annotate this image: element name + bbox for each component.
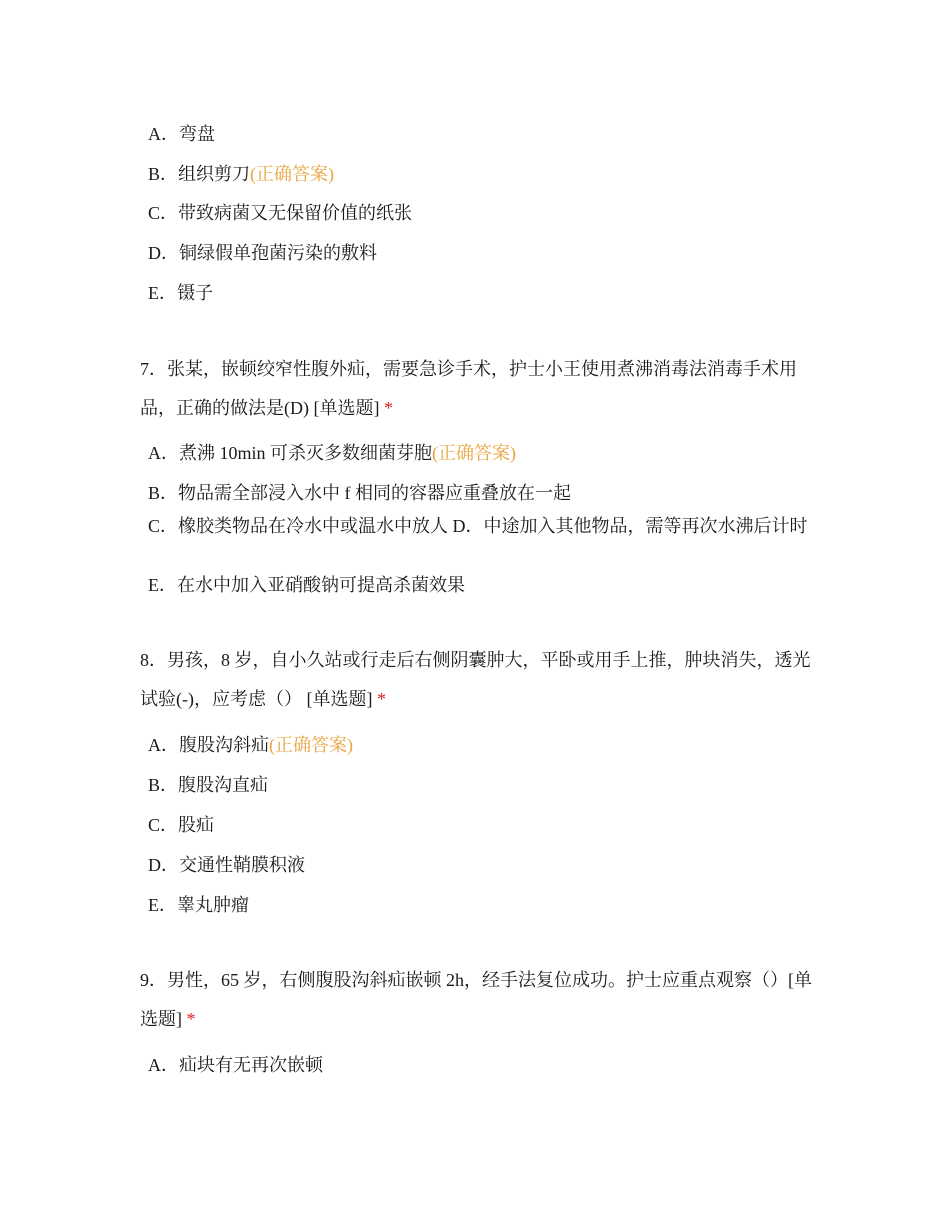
q8-option-c <box>148 813 214 837</box>
q8-stem <box>140 641 820 719</box>
option-text: C．带致病菌又无保留价值的纸张 <box>148 203 413 223</box>
q8-option-e <box>148 893 249 917</box>
q7-option-e <box>148 573 465 597</box>
option-text: E．在水中加入亚硝酸钠可提高杀菌效果 <box>148 575 465 595</box>
question-text: 9．男性，65 岁，右侧腹股沟斜疝嵌顿 2h，经手法复位成功。护士应重点观察（）[单选题] <box>140 970 812 1029</box>
question-text: 8．男孩，8 岁，自小久站或行走后右侧阴囊肿大，平卧或用手上推，肿块消失，透光试验(-)，应考虑（） [单选题] <box>140 650 811 709</box>
q7-option-c <box>148 514 808 539</box>
q8-option-b <box>148 773 268 797</box>
required-star: * <box>376 689 386 709</box>
option-text: C．橡胶类物品在冷水中或温水中放人 D．中途加入其他物品，需等再次水沸后计时 <box>148 516 808 536</box>
correct-answer-tag: (正确答案) <box>250 164 335 184</box>
q6-option-b <box>148 162 334 186</box>
option-text: A．腹股沟斜疝 <box>148 735 269 755</box>
q9-option-a <box>148 1053 323 1077</box>
option-text: A．煮沸 10min 可杀灭多数细菌芽胞 <box>148 443 432 463</box>
q6-option-a <box>148 122 215 146</box>
question-text: 7．张某，嵌顿绞窄性腹外疝，需要急诊手术，护士小王使用煮沸消毒法消毒手术用品，正确的做法是(D) [单选题] <box>140 359 797 418</box>
option-text: B．物品需全部浸入水中 f 相同的容器应重叠放在一起 <box>148 483 571 503</box>
q6-option-d <box>148 241 377 265</box>
correct-answer-tag: (正确答案) <box>432 443 516 463</box>
q7-stem <box>140 350 820 428</box>
q6-option-e <box>148 281 213 305</box>
q6-option-c <box>148 201 412 225</box>
option-text: A．弯盘 <box>148 124 215 144</box>
q8-option-d <box>148 853 305 877</box>
option-text: D．交通性鞘膜积液 <box>148 855 305 875</box>
option-text: E．睾丸肿瘤 <box>148 895 249 915</box>
q7-option-a <box>148 441 516 465</box>
required-star: * <box>186 1009 196 1029</box>
option-text: D．铜绿假单孢菌污染的敷料 <box>148 243 377 263</box>
option-text: B．腹股沟直疝 <box>148 775 269 795</box>
option-text: C．股疝 <box>148 815 215 835</box>
option-text: A．疝块有无再次嵌顿 <box>148 1055 323 1075</box>
option-text: B．组织剪刀 <box>148 164 251 184</box>
q9-stem <box>140 961 820 1039</box>
correct-answer-tag: (正确答案) <box>269 735 353 755</box>
q8-option-a <box>148 733 353 757</box>
option-text: E．镊子 <box>148 283 213 303</box>
required-star: * <box>383 398 393 418</box>
q7-option-b <box>148 481 571 505</box>
